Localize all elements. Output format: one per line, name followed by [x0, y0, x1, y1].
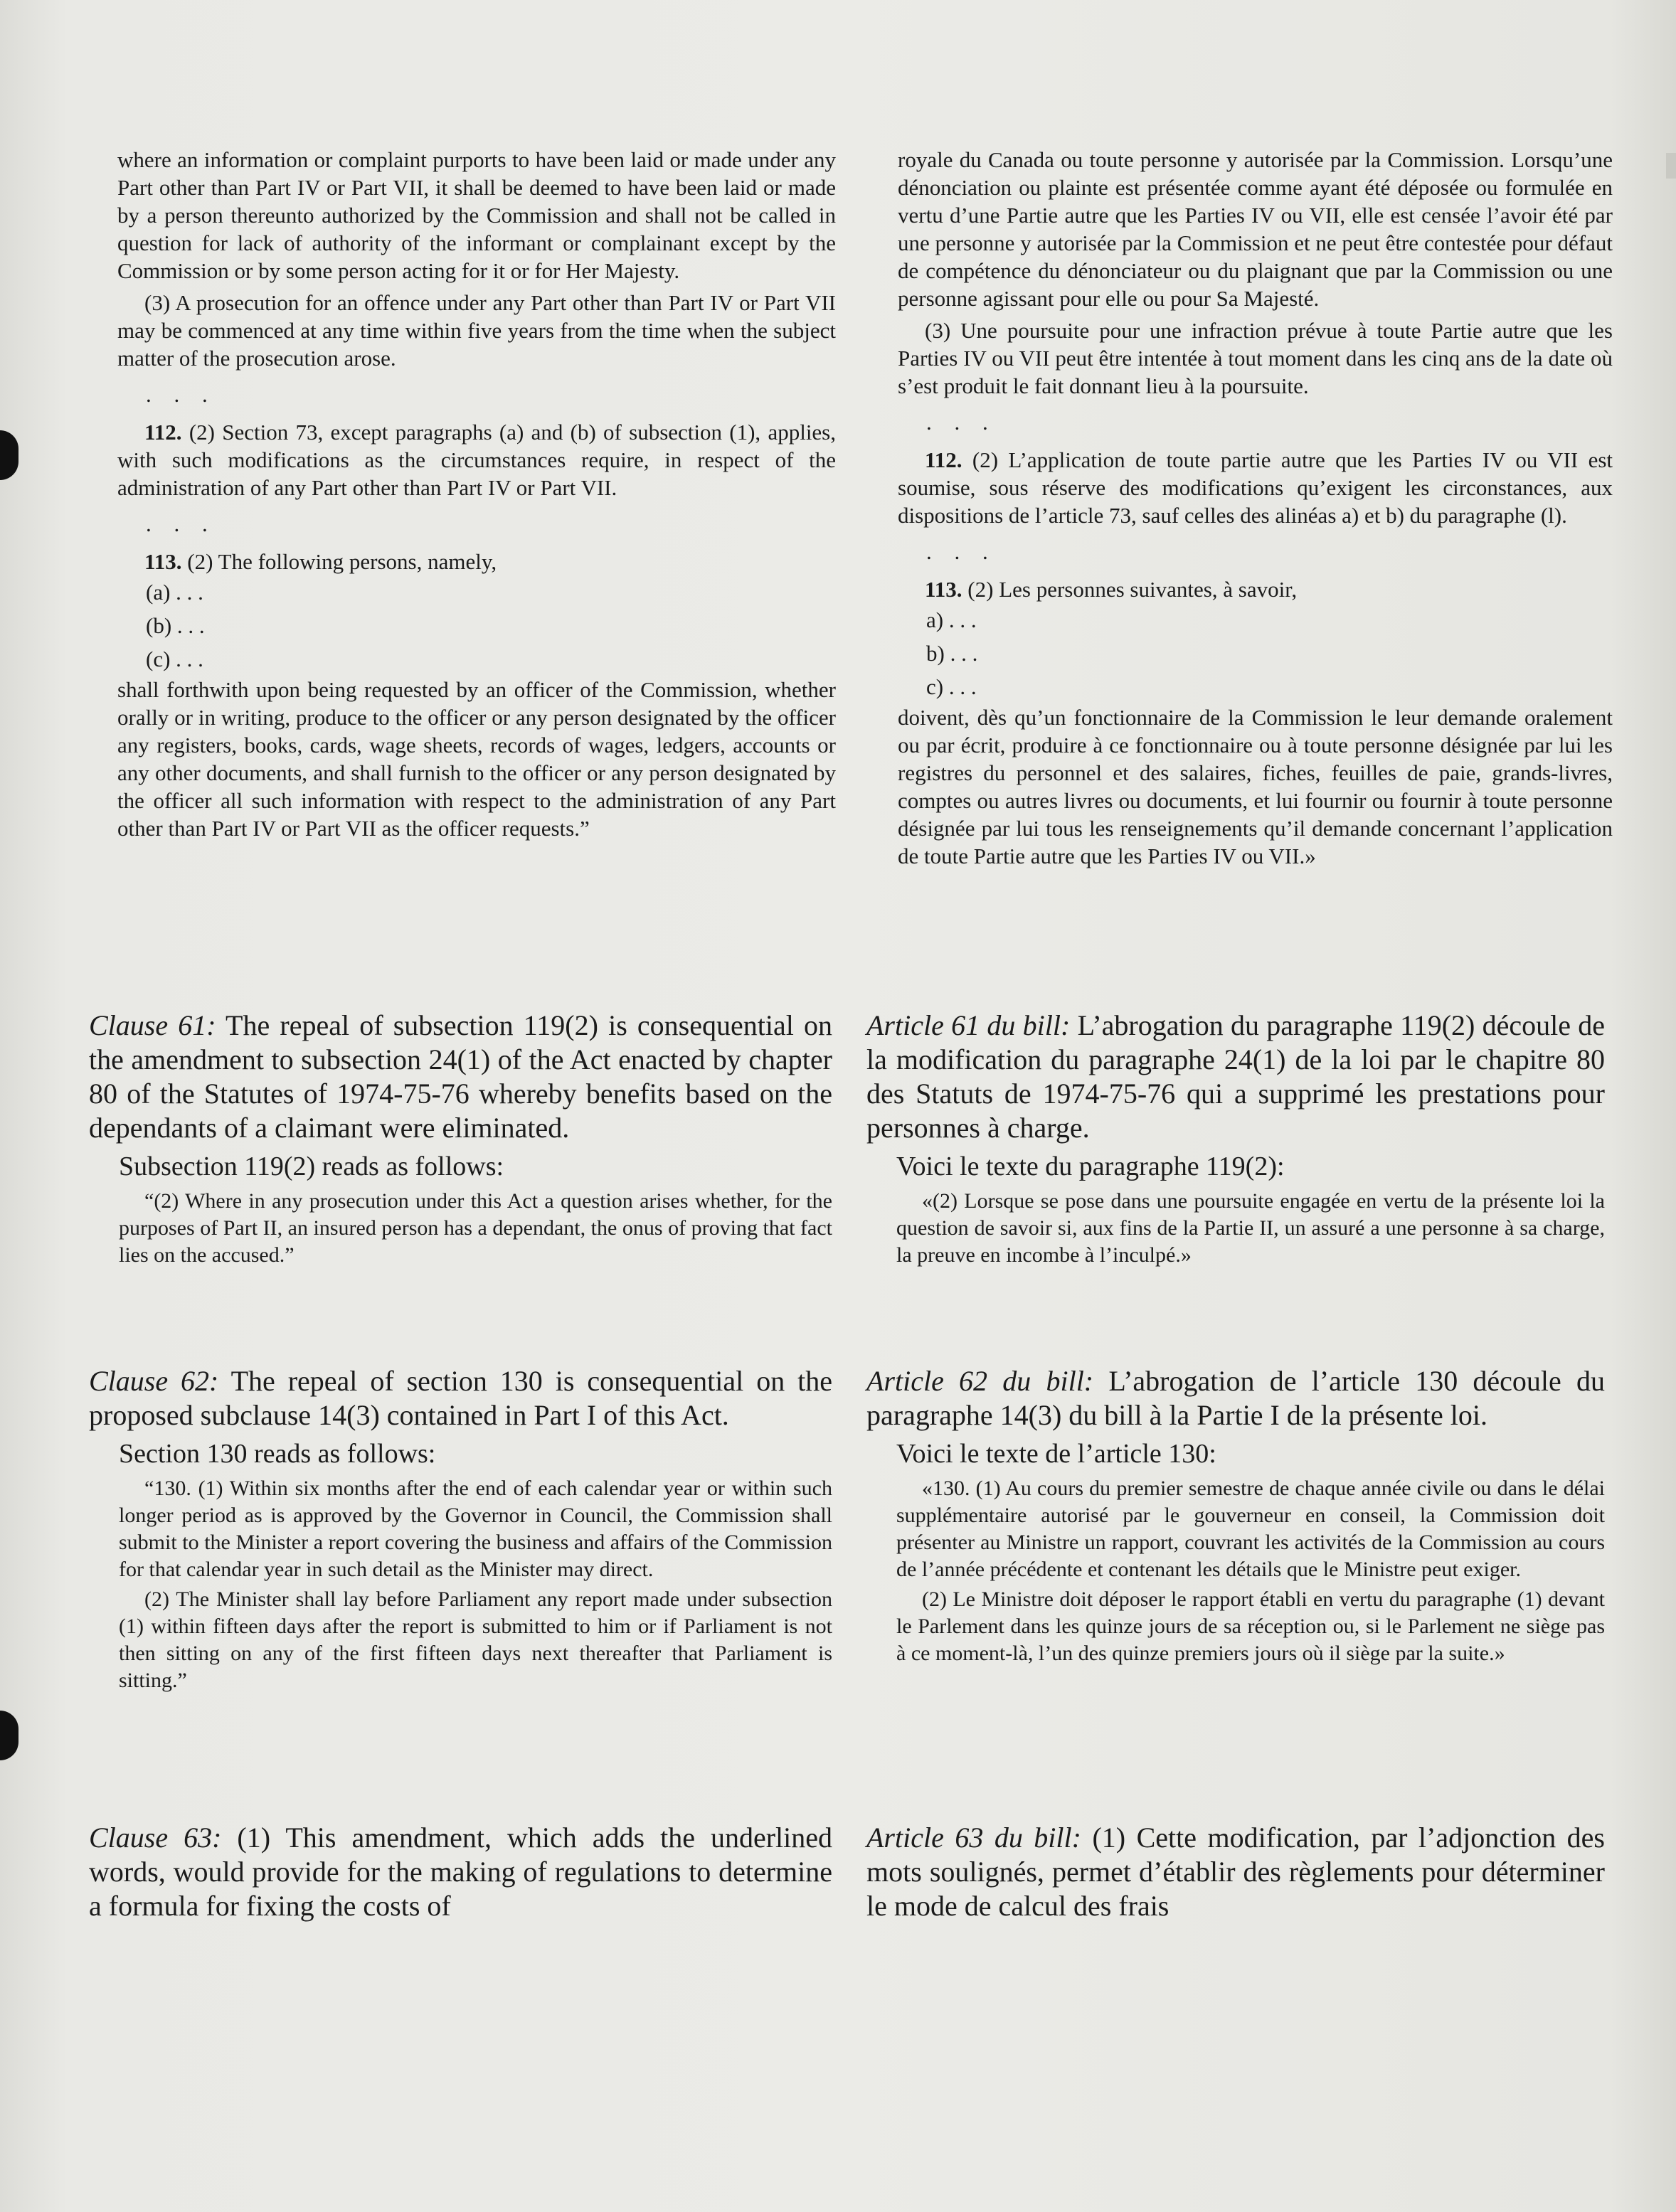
list-item: (b) . . . — [146, 613, 205, 638]
paragraph: (3) Une poursuite pour une infraction prévue à toute Partie autre que les Parties IV ou VII peut être intentée à tout moment dans les cinq ans de la date où s’est produit le fait donnant lieu à la poursuite. — [898, 318, 1613, 398]
explanatory-note — [89, 1821, 832, 1923]
section-number: 113. — [144, 549, 182, 574]
explanatory-note — [89, 1364, 832, 1432]
section-text: (2) L’application de toute partie autre que les Parties IV ou VII est soumise, sous réserve des modifications qu’exigent les circonstances, aux dispositions de l’article 73, sauf celles des alinéas a) et b) du paragraphe (l). — [898, 447, 1613, 528]
list-item: c) . . . — [926, 674, 977, 699]
clause-text: The repeal of section 130 is consequential on the proposed subclause 14(3) contained in Part I of this Act. — [89, 1365, 833, 1431]
clause-text: L’abrogation de l’article 130 découle du paragraphe 14(3) du bill à la Partie I de la présente loi. — [866, 1365, 1606, 1431]
ellipsis: . . . — [146, 511, 216, 536]
clause-61 — [89, 1009, 832, 1269]
explanatory-note — [89, 1009, 832, 1145]
paragraph: royale du Canada ou toute personne y autorisée par la Commission. Lorsqu’une dénonciation ou plainte est présentée comme ayant été déposée ou formulée en vertu d’une Partie autre que les Parties IV ou VII, elle est censée l’avoir été par une personne y autorisée par la Commission et ne peut être contestée pour défaut de compétence du dénonciateur ou du plaignant que par la Commission ou une personne agissant pour elle ou pour Sa Majesté. — [898, 147, 1613, 311]
french-column-upper — [898, 146, 1613, 870]
quoted-provision: “130. (1) Within six months after the end of each calendar year or within such longer period as is approved by the Governor in Council, the Commission shall submit to the Minister a report covering the business and affairs of the Commission for that calendar year in such detail as the Minister may direct. — [119, 1477, 832, 1581]
clause-text: (1) This amendment, which adds the underlined words, would provide for the making of regulations to determine a formula for fixing the costs of — [89, 1822, 832, 1922]
clause-text: The repeal of subsection 119(2) is consequential on the amendment to subsection 24(1) of the Act enacted by chapter 80 of the Statutes of 1974-75-76 whereby benefits based on the dependants of a claimant were eliminated. — [89, 1009, 833, 1144]
explanatory-note — [866, 1009, 1605, 1145]
explanatory-note — [866, 1364, 1605, 1432]
list-item: (c) . . . — [146, 647, 203, 671]
paragraph: doivent, dès qu’un fonctionnaire de la Commission le leur demande oralement ou par écrit, produire à ce fonctionnaire ou à toute personne désignée par lui les registres du personnel et des salaires, fiches, feuilles de paie, grands-livres, comptes ou autres livres ou documents, et lui fournir ou fournir à toute personne désignée par lui tous les renseignements qu’il demande concernant l’application de toute Partie autre que les Parties IV ou VII.» — [898, 705, 1613, 868]
clause-heading: Clause 62: — [89, 1365, 219, 1397]
quote-intro: Voici le texte du paragraphe 119(2): — [896, 1152, 1285, 1181]
quoted-provision: «(2) Lorsque se pose dans une poursuite engagée en vertu de la présente loi la question de savoir si, aux fins de la Partie II, un assuré a une personne à sa charge, la preuve en incombe à l’inculpé.» — [896, 1189, 1605, 1267]
list-item: (a) . . . — [146, 580, 203, 605]
paragraph: where an information or complaint purports to have been laid or made under any Part other than Part IV or Part VII, it shall be deemed to have been laid or made by a person thereunto authorized by the Commission and shall not be called in question for lack of authority of the informant or complainant except by the Commission or by some person acting for it or for Her Majesty. — [117, 147, 836, 283]
section-text: (2) Section 73, except paragraphs (a) and (b) of subsection (1), applies, with such modifications as the circumstances require, in respect of the administration of any Part other than Part IV or Part VII. — [117, 420, 837, 500]
ellipsis: . . . — [146, 382, 216, 407]
section-number: 112. — [144, 420, 182, 445]
clause-62 — [89, 1364, 832, 1694]
english-column-upper — [117, 146, 836, 842]
quoted-provision: (2) Le Ministre doit déposer le rapport établi en vertu du paragraphe (1) devant le Parlement dans les quinze jours de sa réception ou, si le Parlement ne siège pas à ce moment-là, l’un des quinze premiers jours où il siège par la suite.» — [896, 1588, 1605, 1665]
quote-intro: Subsection 119(2) reads as follows: — [119, 1152, 504, 1181]
clause-heading: Article 63 du bill: — [866, 1822, 1081, 1854]
section-number: 112. — [925, 447, 962, 472]
section-text: (2) The following persons, namely, — [187, 549, 497, 574]
binder-hole — [0, 1711, 18, 1760]
ellipsis: . . . — [926, 410, 997, 435]
explanatory-note — [866, 1821, 1605, 1923]
binder-hole — [0, 430, 18, 480]
list-item: a) . . . — [926, 607, 977, 632]
paragraph: (3) A prosecution for an offence under any Part other than Part IV or Part VII may be commenced at any time within five years from the time when the subject matter of the prosecution arose. — [117, 290, 836, 371]
clause-heading: Clause 63: — [89, 1822, 222, 1854]
section-113 — [117, 548, 836, 575]
section-112 — [117, 418, 836, 501]
article-62 — [866, 1364, 1605, 1667]
clause-text: (1) Cette modification, par l’adjonction des mots soulignés, permet d’établir des règlements pour déterminer le mode de calcul des frais — [866, 1822, 1605, 1922]
article-63 — [866, 1821, 1605, 1923]
section-113 — [898, 575, 1613, 603]
quoted-provision: (2) The Minister shall lay before Parliament any report made under subsection (1) within fifteen days after the report is submitted to him or if Parliament is not then sitting on any of the first fifteen days next thereafter that Parliament is sitting.” — [119, 1588, 832, 1692]
page-edge-mark — [1666, 153, 1676, 179]
list-item: b) . . . — [926, 641, 978, 666]
quote-intro: Voici le texte de l’article 130: — [896, 1439, 1216, 1469]
article-61 — [866, 1009, 1605, 1269]
clause-text: L’abrogation du paragraphe 119(2) découle de la modification du paragraphe 24(1) de la loi par le chapitre 80 des Statuts de 1974-75-76 qui a supprimé les prestations pour personnes à charge. — [866, 1009, 1605, 1144]
section-text: (2) Les personnes suivantes, à savoir, — [967, 577, 1298, 602]
section-112 — [898, 446, 1613, 529]
clause-heading: Article 61 du bill: — [866, 1009, 1071, 1041]
ellipsis: . . . — [926, 539, 997, 564]
quoted-provision: “(2) Where in any prosecution under this Act a question arises whether, for the purposes of Part II, an insured person has a dependant, the onus of proving that fact lies on the accused.” — [119, 1189, 832, 1267]
quote-intro: Section 130 reads as follows: — [119, 1439, 436, 1469]
paragraph: shall forthwith upon being requested by an officer of the Commission, whether orally or in writing, produce to the officer or any person designated by the officer any registers, books, cards, wage sheets, records of wages, ledgers, accounts or any other documents, and shall furnish to the officer or any person designated by the officer all such information with respect to the administration of any Part other than Part IV or Part VII as the officer requests.” — [117, 677, 836, 841]
quoted-provision: «130. (1) Au cours du premier semestre de chaque année civile ou dans le délai supplémentaire autorisé par le gouverneur en conseil, la Commission doit présenter au Ministre un rapport, couvrant les activités de la Commission au cours de l’année précédente et contenant les détails que le Ministre peut exiger. — [896, 1477, 1605, 1581]
clause-heading: Clause 61: — [89, 1009, 216, 1041]
clause-heading: Article 62 du bill: — [866, 1365, 1094, 1397]
section-number: 113. — [925, 577, 962, 602]
clause-63 — [89, 1821, 832, 1923]
